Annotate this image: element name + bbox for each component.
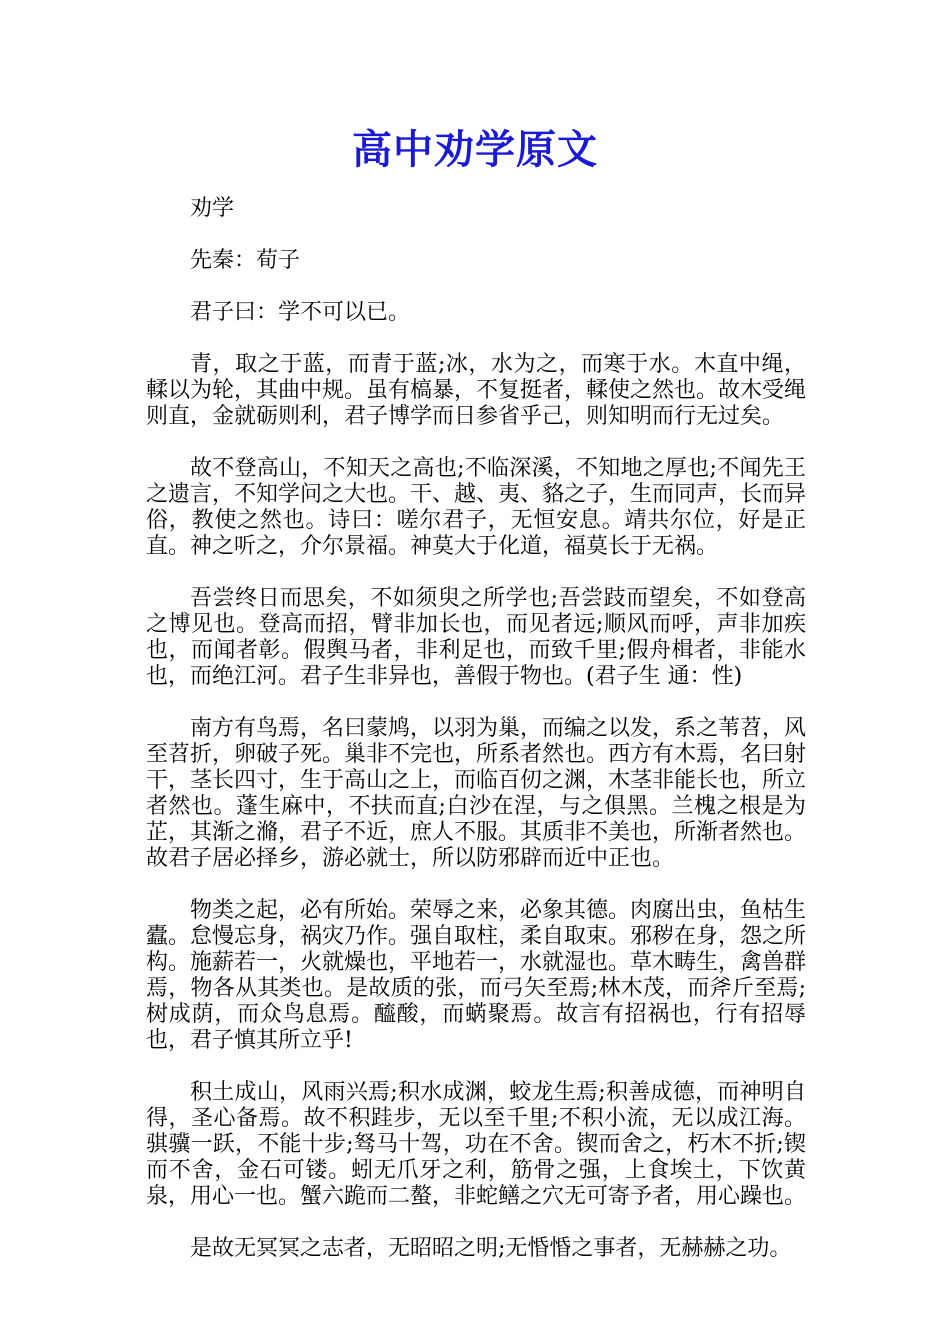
paragraph: 青，取之于蓝，而青于蓝;冰，水为之，而寒于水。木直中绳，輮以为轮，其曲中规。虽有槁暴，不复挺者，輮使之然也。故木受绳则直，金就砺则利，君子博学而日参省乎己，则知明而行无过矣。 [146, 352, 807, 429]
document-body [146, 196, 806, 1288]
paragraph: 物类之起，必有所始。荣辱之来，必象其德。肉腐出虫，鱼枯生蠹。怠慢忘身，祸灾乃作。强自取柱，柔自取束。邪秽在身，怨之所构。施薪若一，火就燥也，平地若一，水就湿也。草木畴生，禽兽群焉，物各从其类也。是故质的张，而弓矢至焉;林木茂，而斧斤至焉;树成荫，而众鸟息焉。醯酸，而蜹聚焉。故言有招祸也，行有招辱也，君子慎其所立乎! [146, 898, 807, 1053]
paragraph-opening: 君子曰：学不可以已。 [190, 300, 411, 325]
paragraph-author: 先秦：荀子 [190, 248, 301, 273]
paragraph: 吾尝终日而思矣，不如须臾之所学也;吾尝跂而望矣，不如登高之博见也。登高而招，臂非加长也，而见者远;顺风而呼，声非加疾也，而闻者彰。假舆马者，非利足也，而致千里;假舟楫者，非能水也，而绝江河。君子生非异也，善假于物也。(君子生 通：性) [146, 586, 806, 689]
paragraph: 故不登高山，不知天之高也;不临深溪，不知地之厚也;不闻先王之遗言，不知学问之大也。干、越、夷、貉之子，生而同声，长而异俗，教使之然也。诗曰：嗟尔君子，无恒安息。靖共尔位，好是正直。神之听之，介尔景福。神莫大于化道，福莫长于无祸。 [146, 456, 807, 559]
paragraph: 是故无冥冥之志者，无昭昭之明;无惛惛之事者，无赫赫之功。 [190, 1236, 792, 1261]
paragraph-heading: 劝学 [190, 196, 235, 221]
paragraph: 积土成山，风雨兴焉;积水成渊，蛟龙生焉;积善成德，而神明自得，圣心备焉。故不积跬步，无以至千里;不积小流，无以成江海。骐骥一跃，不能十步;驽马十驾，功在不舍。锲而舍之，朽木不折;锲而不舍，金石可镂。蚓无爪牙之利，筋骨之强，上食埃土，下饮黄泉，用心一也。蟹六跪而二螯，非蛇鳝之穴无可寄予者，用心躁也。 [146, 1080, 807, 1209]
document-title: 高中劝学原文 [352, 126, 598, 173]
paragraph: 南方有鸟焉，名曰蒙鸠，以羽为巢，而编之以发，系之苇苕，风至苕折，卵破子死。巢非不完也，所系者然也。西方有木焉，名曰射干，茎长四寸，生于高山之上，而临百仞之渊，木茎非能长也，所立者然也。蓬生麻中，不扶而直;白沙在涅，与之俱黑。兰槐之根是为芷，其渐之滫，君子不近，庶人不服。其质非不美也，所渐者然也。故君子居必择乡，游必就士，所以防邪辟而近中正也。 [146, 716, 807, 871]
